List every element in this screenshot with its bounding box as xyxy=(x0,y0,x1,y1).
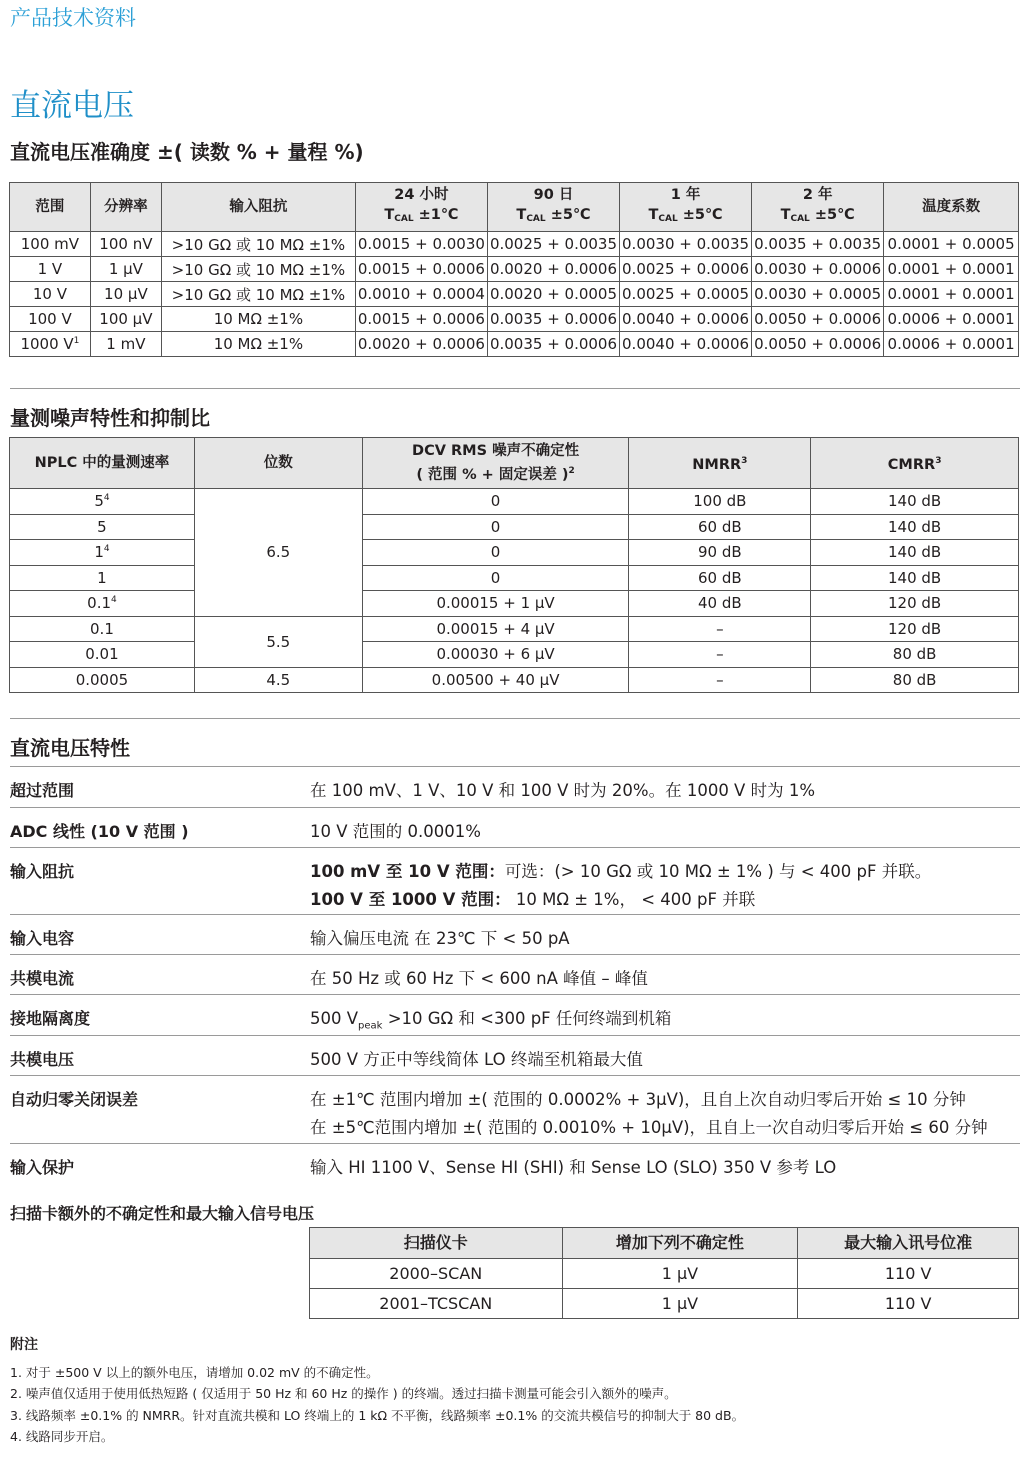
noise-cell: 0 xyxy=(362,565,629,591)
impedance-cell: 10 MΩ ±1% xyxy=(161,307,355,332)
tcal-24h-tol: ±1℃ xyxy=(418,207,459,223)
scanner-cell: 2000–SCAN xyxy=(310,1259,563,1289)
col-max-input: 最大输入讯号位准 xyxy=(798,1228,1019,1259)
scanner-cell: 2001–TCSCAN xyxy=(310,1289,563,1319)
tcal-prefix: T xyxy=(384,207,395,223)
nmrr-cell: – xyxy=(629,667,811,693)
spec-value xyxy=(310,848,1020,914)
tcal-prefix: T xyxy=(780,207,791,223)
nplc-cell: 0.01 xyxy=(10,642,195,668)
col-90d xyxy=(487,183,619,232)
scan-heading: 扫描卡额外的不确定性和最大输入信号电压 xyxy=(10,1204,315,1223)
col-nmrr xyxy=(629,438,811,489)
table-row xyxy=(10,514,1019,540)
uncertainty-cell: 1 µV xyxy=(562,1289,798,1319)
table-row xyxy=(10,489,1019,515)
noise-cell: 0 xyxy=(362,489,629,515)
noise-cell: 0.00500 + 40 µV xyxy=(362,667,629,693)
impedance-cell: >10 GΩ 或 10 MΩ ±1% xyxy=(161,232,355,257)
acc-1y-cell: 0.0030 + 0.0035 xyxy=(620,232,752,257)
page-header: 产品技术资料 xyxy=(10,6,136,30)
acc-2y-cell: 0.0030 + 0.0006 xyxy=(752,257,884,282)
tcal-prefix: T xyxy=(648,207,659,223)
spec-label: 输入电容 xyxy=(10,929,75,948)
acc-24h-cell: 0.0010 + 0.0004 xyxy=(355,282,487,307)
nplc-cell: 0.1 xyxy=(10,616,195,642)
col-rms-noise xyxy=(362,438,629,489)
footnote-ref: 4 xyxy=(111,595,117,606)
acc-1y-cell: 0.0040 + 0.0006 xyxy=(620,332,752,357)
spec-label: ADC 线性 (10 V 范围 ) xyxy=(10,822,189,841)
tcal-sub: CAL xyxy=(526,214,546,224)
range-cell: 100 V xyxy=(10,307,91,332)
footnote-ref: 1 xyxy=(73,336,80,346)
table-row xyxy=(10,282,1019,307)
footnote-ref: 4 xyxy=(103,544,110,555)
col-nplc: NPLC 中的量测速率 xyxy=(10,438,195,489)
spec-value: 输入 HI 1100 V、Sense HI (SHI) 和 Sense LO (SLO) 350 V 参考 LO xyxy=(310,1158,837,1177)
nmrr-label: NMRR xyxy=(692,457,742,473)
spec-row-capacitance xyxy=(10,914,1020,954)
resolution-cell: 100 µV xyxy=(90,307,161,332)
spec-row-common-mode-current xyxy=(10,954,1020,994)
nmrr-cell: – xyxy=(629,616,811,642)
spec-row-adc xyxy=(10,807,1020,847)
col-1y-label: 1 年 xyxy=(670,187,701,203)
cmrr-cell: 120 dB xyxy=(811,616,1019,642)
tcal-1y-tol: ±5℃ xyxy=(682,207,723,223)
note-item: 1. 对于 ±500 V 以上的额外电压，请增加 0.02 mV 的不确定性。 xyxy=(10,1364,379,1380)
col-input-impedance: 输入阻抗 xyxy=(161,183,355,232)
spec-row-isolation xyxy=(10,994,1020,1035)
spec-row-common-mode-voltage xyxy=(10,1035,1020,1075)
table-row xyxy=(10,565,1019,591)
noise-cell: 0 xyxy=(362,540,629,566)
divider xyxy=(10,388,1020,389)
rms-noise-line2: ( 范围 % + 固定误差 ) xyxy=(416,467,569,483)
range-cell: 10 V xyxy=(10,282,91,307)
impedance-cell: >10 GΩ 或 10 MΩ ±1% xyxy=(161,257,355,282)
spec-sub-value: 10 MΩ ± 1%， < 400 pF 并联 xyxy=(510,890,756,909)
col-range: 范围 xyxy=(10,183,91,232)
spec-sub-value: 可选：(> 10 GΩ 或 10 MΩ ± 1% ) 与 < 400 pF 并联。 xyxy=(504,862,932,881)
impedance-cell: >10 GΩ 或 10 MΩ ±1% xyxy=(161,282,355,307)
table-row xyxy=(10,591,1019,617)
spec-row-overrange xyxy=(10,766,1020,807)
tempco-cell: 0.0001 + 0.0001 xyxy=(884,282,1019,307)
spec-value: 10 V 范围的 0.0001% xyxy=(310,822,481,841)
acc-24h-cell: 0.0015 + 0.0006 xyxy=(355,307,487,332)
spec-row-autozero xyxy=(10,1075,1020,1143)
footnote-ref: 3 xyxy=(741,456,748,466)
max-input-cell: 110 V xyxy=(798,1259,1019,1289)
noise-table xyxy=(9,437,1019,693)
spec-label: 共模电压 xyxy=(10,1050,75,1069)
nplc-cell: 0.0005 xyxy=(10,667,195,693)
noise-cell: 0.00015 + 4 µV xyxy=(362,616,629,642)
tempco-cell: 0.0006 + 0.0001 xyxy=(884,332,1019,357)
impedance-cell: 10 MΩ ±1% xyxy=(161,332,355,357)
cmrr-cell: 140 dB xyxy=(811,540,1019,566)
tempco-cell: 0.0006 + 0.0001 xyxy=(884,307,1019,332)
iso-sub: peak xyxy=(358,1020,383,1032)
acc-24h-cell: 0.0015 + 0.0006 xyxy=(355,257,487,282)
col-tempco: 温度系数 xyxy=(884,183,1019,232)
cmrr-cell: 80 dB xyxy=(811,642,1019,668)
spec-label: 接地隔离度 xyxy=(10,1009,91,1028)
range-value: 1000 V xyxy=(20,335,74,353)
spec-label: 共模电流 xyxy=(10,969,75,988)
nplc-value: 0.1 xyxy=(87,594,112,613)
range-cell: 1 V xyxy=(10,257,91,282)
table-row xyxy=(10,642,1019,668)
col-resolution: 分辨率 xyxy=(90,183,161,232)
footnote-ref: 3 xyxy=(935,456,942,466)
table-row xyxy=(310,1289,1019,1319)
table-row xyxy=(10,540,1019,566)
spec-line: 在 ±5℃范围内增加 ±( 范围的 0.0010% + 10µV)，且自上一次自动归零后开始 ≤ 60 分钟 xyxy=(310,1118,988,1137)
nplc-value: 1 xyxy=(94,543,104,562)
iso-suffix: >10 GΩ 和 <300 pF 任何终端到机箱 xyxy=(382,1009,672,1028)
nmrr-cell: 40 dB xyxy=(629,591,811,617)
nplc-cell: 1 xyxy=(10,565,195,591)
digits-cell: 6.5 xyxy=(194,489,362,617)
tempco-cell: 0.0001 + 0.0001 xyxy=(884,257,1019,282)
nplc-cell xyxy=(10,591,195,617)
table-row xyxy=(10,257,1019,282)
table-row xyxy=(310,1259,1019,1289)
acc-90d-cell: 0.0020 + 0.0005 xyxy=(487,282,619,307)
col-2y-label: 2 年 xyxy=(802,187,833,203)
spec-row-impedance xyxy=(10,847,1020,914)
acc-1y-cell: 0.0025 + 0.0006 xyxy=(620,257,752,282)
accuracy-heading: 直流电压准确度 ±( 读数 % + 量程 %) xyxy=(10,140,364,164)
range-cell xyxy=(10,332,91,357)
col-digits: 位数 xyxy=(194,438,362,489)
nmrr-cell: 60 dB xyxy=(629,514,811,540)
range-cell: 100 mV xyxy=(10,232,91,257)
acc-24h-cell: 0.0015 + 0.0030 xyxy=(355,232,487,257)
acc-2y-cell: 0.0030 + 0.0005 xyxy=(752,282,884,307)
acc-2y-cell: 0.0050 + 0.0006 xyxy=(752,307,884,332)
col-1y xyxy=(620,183,752,232)
col-24h-label: 24 小时 xyxy=(394,187,449,203)
spec-label: 超过范围 xyxy=(10,781,75,800)
acc-2y-cell: 0.0035 + 0.0035 xyxy=(752,232,884,257)
nplc-value: 5 xyxy=(94,492,104,511)
acc-90d-cell: 0.0035 + 0.0006 xyxy=(487,332,619,357)
uncertainty-cell: 1 µV xyxy=(562,1259,798,1289)
note-item: 4. 线路同步开启。 xyxy=(10,1429,114,1444)
spec-value: 500 V 方正中等线简体 LO 终端至机箱最大值 xyxy=(310,1050,643,1069)
footnote-ref: 4 xyxy=(103,493,110,504)
table-row xyxy=(10,667,1019,693)
spec-sub-label: 100 V 至 1000 V 范围： xyxy=(310,890,511,909)
spec-label: 自动归零关闭误差 xyxy=(10,1090,139,1109)
tcal-sub: CAL xyxy=(790,214,810,224)
noise-heading: 量测噪声特性和抑制比 xyxy=(10,406,210,430)
digits-cell: 4.5 xyxy=(194,667,362,693)
spec-value: 在 100 mV、1 V、10 V 和 100 V 时为 20%。在 1000 V 时为 1% xyxy=(310,781,816,800)
characteristics-list xyxy=(10,766,1020,1183)
col-2y xyxy=(752,183,884,232)
col-90d-label: 90 日 xyxy=(533,187,574,203)
spec-label: 输入保护 xyxy=(10,1158,75,1177)
spec-sub-label: 100 mV 至 10 V 范围： xyxy=(310,862,505,881)
page-title: 直流电压 xyxy=(10,88,134,124)
noise-cell: 0 xyxy=(362,514,629,540)
cmrr-cell: 140 dB xyxy=(811,489,1019,515)
spec-label: 输入阻抗 xyxy=(10,862,75,881)
tcal-prefix: T xyxy=(516,207,527,223)
iso-prefix: 500 V xyxy=(310,1009,359,1028)
nplc-cell xyxy=(10,540,195,566)
scan-table xyxy=(309,1227,1019,1319)
table-row xyxy=(10,616,1019,642)
table-row xyxy=(10,307,1019,332)
table-row xyxy=(10,232,1019,257)
tcal-sub: CAL xyxy=(658,214,678,224)
characteristics-heading: 直流电压特性 xyxy=(10,736,130,760)
acc-90d-cell: 0.0020 + 0.0006 xyxy=(487,257,619,282)
acc-1y-cell: 0.0025 + 0.0005 xyxy=(620,282,752,307)
tcal-90d-tol: ±5℃ xyxy=(550,207,591,223)
cmrr-label: CMRR xyxy=(887,457,936,473)
resolution-cell: 1 µV xyxy=(90,257,161,282)
acc-90d-cell: 0.0035 + 0.0006 xyxy=(487,307,619,332)
nmrr-cell: – xyxy=(629,642,811,668)
spec-value xyxy=(310,1076,1020,1143)
spec-value: 在 50 Hz 或 60 Hz 下 < 600 nA 峰值 – 峰值 xyxy=(310,969,648,988)
notes-section xyxy=(10,1335,744,1448)
nmrr-cell: 60 dB xyxy=(629,565,811,591)
resolution-cell: 100 nV xyxy=(90,232,161,257)
rms-noise-line1: DCV RMS 噪声不确定性 xyxy=(412,443,580,459)
acc-1y-cell: 0.0040 + 0.0006 xyxy=(620,307,752,332)
divider xyxy=(10,718,1020,719)
tempco-cell: 0.0001 + 0.0005 xyxy=(884,232,1019,257)
table-row xyxy=(10,332,1019,357)
note-item: 2. 噪声值仅适用于使用低热短路 ( 仅适用于 50 Hz 和 60 Hz 的操作 ) 的终端。透过扫描卡测量可能会引入额外的噪声。 xyxy=(10,1386,677,1401)
spec-value xyxy=(310,995,1020,1035)
col-24h xyxy=(355,183,487,232)
footnote-ref: 2 xyxy=(568,466,575,476)
cmrr-cell: 140 dB xyxy=(811,514,1019,540)
nmrr-cell: 90 dB xyxy=(629,540,811,566)
tcal-sub: CAL xyxy=(394,214,414,224)
noise-cell: 0.00015 + 1 µV xyxy=(362,591,629,617)
col-cmrr xyxy=(811,438,1019,489)
notes-title: 附注 xyxy=(10,1337,38,1353)
nmrr-cell: 100 dB xyxy=(629,489,811,515)
tcal-2y-tol: ±5℃ xyxy=(814,207,855,223)
acc-90d-cell: 0.0025 + 0.0035 xyxy=(487,232,619,257)
noise-cell: 0.00030 + 6 µV xyxy=(362,642,629,668)
accuracy-table xyxy=(9,182,1019,357)
note-item: 3. 线路频率 ±0.1% 的 NMRR。针对直流共模和 LO 终端上的 1 kΩ 不平衡，线路频率 ±0.1% 的交流共模信号的抑制大于 80 dB。 xyxy=(10,1407,745,1423)
resolution-cell: 10 µV xyxy=(90,282,161,307)
cmrr-cell: 120 dB xyxy=(811,591,1019,617)
acc-2y-cell: 0.0050 + 0.0006 xyxy=(752,332,884,357)
max-input-cell: 110 V xyxy=(798,1289,1019,1319)
cmrr-cell: 140 dB xyxy=(811,565,1019,591)
cmrr-cell: 80 dB xyxy=(811,667,1019,693)
col-added-uncertainty: 增加下列不确定性 xyxy=(562,1228,798,1259)
nplc-cell xyxy=(10,489,195,515)
digits-cell: 5.5 xyxy=(194,616,362,667)
spec-line: 在 ±1℃ 范围内增加 ±( 范围的 0.0002% + 3µV)，且自上次自动归零后开始 ≤ 10 分钟 xyxy=(310,1090,966,1109)
nplc-cell: 5 xyxy=(10,514,195,540)
spec-row-protection xyxy=(10,1143,1020,1183)
acc-24h-cell: 0.0020 + 0.0006 xyxy=(355,332,487,357)
resolution-cell: 1 mV xyxy=(90,332,161,357)
spec-value: 输入偏压电流 在 23℃ 下 < 50 pA xyxy=(310,929,570,948)
col-scanner-card: 扫描仪卡 xyxy=(310,1228,563,1259)
